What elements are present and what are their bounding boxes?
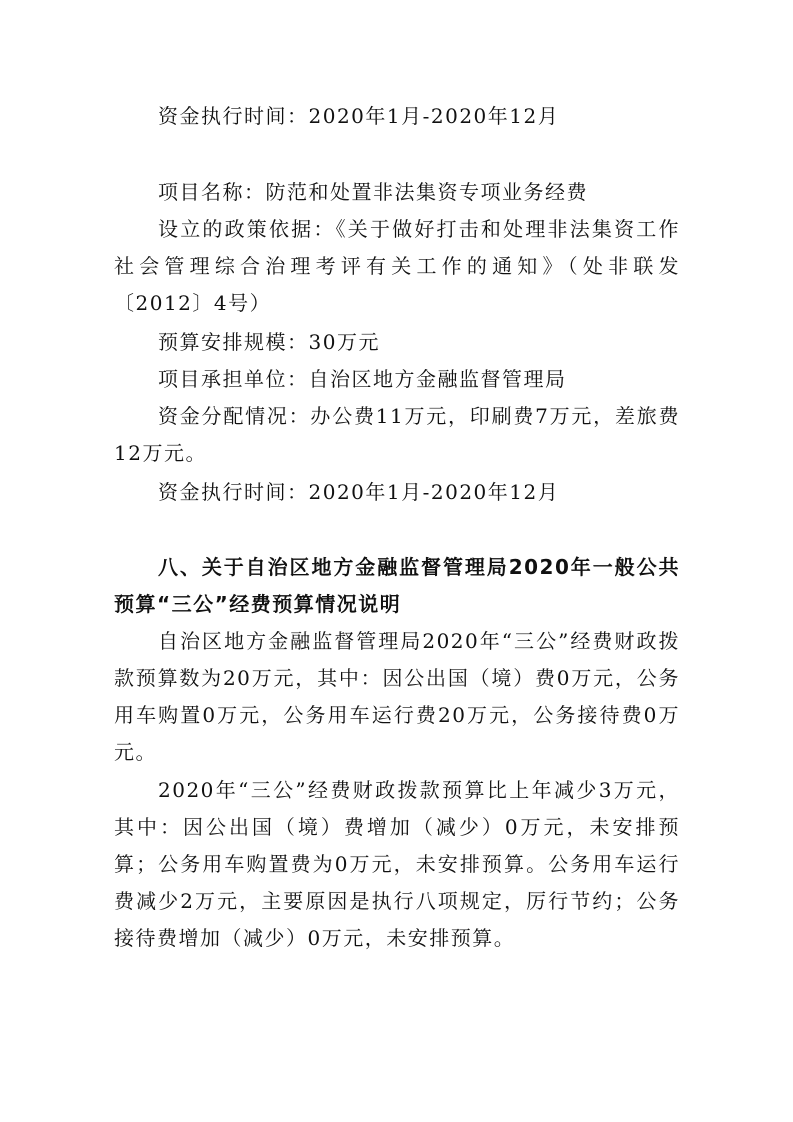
section8-heading: 八、关于自治区地方金融监督管理局2020年一般公共预算“三公”经费预算情况说明 [114, 555, 680, 616]
exec-time-paragraph-2: 资金执行时间：2020年1月-2020年12月 [158, 480, 560, 504]
project-name-paragraph: 项目名称：防范和处置非法集资专项业务经费 [158, 180, 588, 204]
exec-time-paragraph: 资金执行时间：2020年1月-2020年12月 [158, 104, 560, 128]
unit-paragraph: 项目承担单位：自治区地方金融监督管理局 [158, 367, 567, 391]
allocation-paragraph: 资金分配情况：办公费11万元，印刷费7万元，差旅费12万元。 [114, 404, 680, 465]
section8-paragraph-2: 2020年“三公”经费财政拨款预算比上年减少3万元，其中：因公出国（境）费增加（减少）0万元，未安排预算；公务用车购置费为0万元，未安排预算。公务用车运行费减少2万元，主要原因是执行八项规定，厉行节约；公务接待费增加（减少）0万元，未安排预算。 [114, 778, 680, 950]
budget-scale-paragraph: 预算安排规模：30万元 [158, 330, 380, 354]
section8-paragraph-1: 自治区地方金融监督管理局2020年“三公”经费财政拨款预算数为20万元，其中：因公出国（境）费0万元，公务用车购置0万元，公务用车运行费20万元，公务接待费0万元。 [114, 629, 680, 764]
policy-basis-paragraph: 设立的政策依据：《关于做好打击和处理非法集资工作社会管理综合治理考评有关工作的通知》（处非联发〔2012〕4号） [114, 217, 680, 315]
